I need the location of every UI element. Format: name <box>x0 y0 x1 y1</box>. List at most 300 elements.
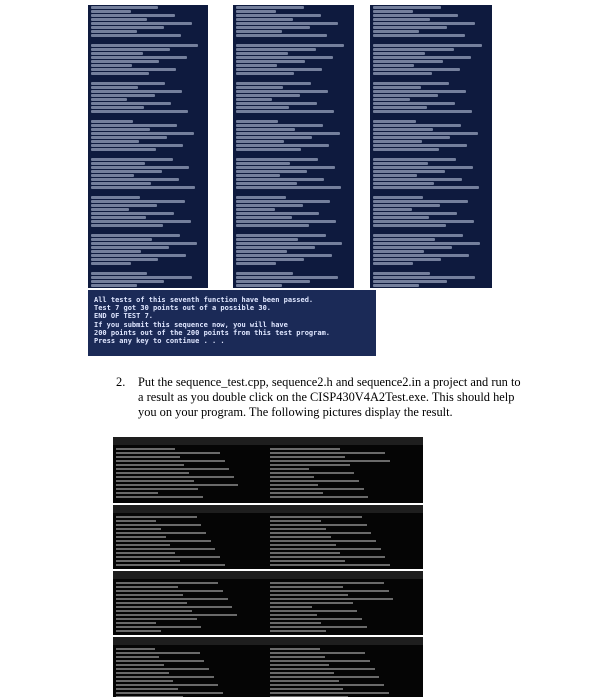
console-line: END OF TEST 7. <box>94 312 154 321</box>
screenshot-text-line <box>373 136 450 139</box>
screenshot-text-line <box>88 76 208 81</box>
screenshot-text-line <box>116 496 203 498</box>
screenshot-text-line <box>236 56 333 59</box>
screenshot-text-line <box>270 610 357 612</box>
screenshot-text-line <box>91 208 129 211</box>
screenshot-text-line <box>91 48 170 51</box>
screenshot-title-bar <box>267 437 423 445</box>
screenshot-text-line <box>91 124 177 127</box>
screenshot-text-line <box>91 224 163 227</box>
screenshot-text-line <box>270 598 393 600</box>
screenshot-text-line <box>370 114 492 119</box>
screenshot-text-line <box>373 216 429 219</box>
screenshot-text-line <box>116 614 237 616</box>
screenshot-text-line <box>233 228 354 233</box>
screenshot-text-line <box>370 152 492 157</box>
screenshot-text-line <box>116 610 192 612</box>
screenshot-text-line <box>116 540 211 542</box>
screenshot-text-line <box>116 532 206 534</box>
screenshot-text-line <box>270 684 384 686</box>
screenshot-text-line <box>91 200 185 203</box>
screenshot-text-line <box>373 30 419 33</box>
menu-screenshot-7 <box>113 637 268 697</box>
screenshot-text-line <box>236 254 332 257</box>
screenshot-text-line <box>373 204 440 207</box>
screenshot-text-line <box>91 132 194 135</box>
screenshot-text-line <box>373 6 441 9</box>
screenshot-text-line <box>91 204 157 207</box>
screenshot-text-line <box>91 44 198 47</box>
screenshot-text-line <box>116 680 173 682</box>
screenshot-text-line <box>270 548 381 550</box>
screenshot-text-line <box>270 540 376 542</box>
screenshot-text-line <box>116 524 201 526</box>
screenshot-text-line <box>270 520 321 522</box>
screenshot-text-line <box>236 68 322 71</box>
screenshot-text-line <box>91 82 165 85</box>
screenshot-text-line <box>91 258 158 261</box>
screenshot-text-line <box>91 212 174 215</box>
screenshot-text-line <box>270 492 323 494</box>
screenshot-text-line <box>116 484 238 486</box>
screenshot-text-line <box>270 524 367 526</box>
screenshot-text-line <box>270 688 343 690</box>
screenshot-text-line <box>116 560 180 562</box>
screenshot-text-line <box>91 254 186 257</box>
screenshot-text-line <box>233 266 354 271</box>
screenshot-text-line <box>91 238 152 241</box>
screenshot-text-line <box>373 182 434 185</box>
screenshot-text-line <box>373 234 463 237</box>
screenshot-text-line <box>116 448 175 450</box>
screenshot-text-line <box>236 82 311 85</box>
screenshot-text-line <box>91 106 144 109</box>
screenshot-text-line <box>88 152 208 157</box>
screenshot-text-line <box>236 144 329 147</box>
screenshot-text-line <box>270 456 345 458</box>
screenshot-text-line <box>373 258 441 261</box>
console-screenshot-col-3 <box>370 5 492 288</box>
screenshot-text-line <box>373 250 424 253</box>
screenshot-text-line <box>373 224 446 227</box>
screenshot-text-line <box>236 182 297 185</box>
screenshot-text-line <box>270 692 389 694</box>
screenshot-text-line <box>270 528 326 530</box>
screenshot-title-bar <box>113 505 268 513</box>
screenshot-text-line <box>116 590 223 592</box>
screenshot-text-line <box>373 60 443 63</box>
screenshot-text-line <box>370 266 492 271</box>
screenshot-text-line <box>116 492 158 494</box>
screenshot-text-line <box>116 602 187 604</box>
screenshot-text-line <box>270 660 370 662</box>
screenshot-text-line <box>233 190 354 195</box>
screenshot-text-line <box>236 186 341 189</box>
screenshot-text-line <box>270 484 318 486</box>
screenshot-text-line <box>91 242 197 245</box>
screenshot-text-line <box>116 452 220 454</box>
screenshot-text-line <box>270 590 389 592</box>
screenshot-text-line <box>373 162 428 165</box>
screenshot-text-line <box>116 648 155 650</box>
screenshot-text-line <box>236 30 282 33</box>
screenshot-text-line <box>373 284 419 287</box>
screenshot-text-line <box>91 178 179 181</box>
menu-screenshot-3 <box>113 505 268 569</box>
screenshot-text-line <box>233 114 354 119</box>
screenshot-text-line <box>236 162 290 165</box>
screenshot-text-line <box>373 262 413 265</box>
screenshot-text-line <box>116 544 170 546</box>
screenshot-text-line <box>373 34 465 37</box>
screenshot-text-line <box>236 196 286 199</box>
instruction-number: 2. <box>116 375 126 389</box>
screenshot-text-line <box>236 280 310 283</box>
screenshot-text-line <box>236 94 300 97</box>
screenshot-text-line <box>91 128 150 131</box>
screenshot-text-line <box>270 680 339 682</box>
screenshot-text-line <box>236 262 276 265</box>
screenshot-text-line <box>116 672 169 674</box>
screenshot-text-line <box>373 174 417 177</box>
screenshot-text-line <box>116 598 228 600</box>
screenshot-text-line <box>270 676 379 678</box>
screenshot-text-line <box>236 34 327 37</box>
screenshot-text-line <box>91 276 192 279</box>
screenshot-text-line <box>91 182 151 185</box>
screenshot-text-line <box>373 44 482 47</box>
screenshot-text-line <box>233 76 354 81</box>
screenshot-text-line <box>236 132 340 135</box>
screenshot-text-line <box>91 52 143 55</box>
screenshot-text-line <box>116 676 214 678</box>
screenshot-text-line <box>91 162 145 165</box>
screenshot-text-line <box>116 630 161 632</box>
screenshot-text-line <box>270 488 364 490</box>
screenshot-text-line <box>236 10 276 13</box>
screenshot-text-line <box>270 560 345 562</box>
console-line: If you submit this sequence now, you will have <box>94 320 288 329</box>
screenshot-text-line <box>373 26 447 29</box>
screenshot-text-line <box>236 272 293 275</box>
screenshot-text-line <box>373 208 412 211</box>
screenshot-text-line <box>116 516 197 518</box>
screenshot-text-line <box>91 34 181 37</box>
screenshot-text-line <box>116 528 161 530</box>
screenshot-text-line <box>236 26 310 29</box>
screenshot-text-line <box>91 56 187 59</box>
screenshot-text-line <box>370 38 492 43</box>
screenshot-text-line <box>116 488 198 490</box>
screenshot-text-line <box>373 10 413 13</box>
screenshot-text-line <box>373 120 416 123</box>
screenshot-text-line <box>270 626 367 628</box>
screenshot-text-line <box>236 242 342 245</box>
screenshot-text-line <box>91 30 137 33</box>
screenshot-text-line <box>91 98 127 101</box>
screenshot-text-line <box>270 532 371 534</box>
screenshot-text-line <box>91 174 134 177</box>
screenshot-title-bar <box>267 505 423 513</box>
screenshot-text-line <box>116 456 180 458</box>
screenshot-text-line <box>91 6 158 9</box>
screenshot-text-line <box>270 536 331 538</box>
instruction-text: Put the sequence_test.cpp, sequence2.h and sequence2.in a project and run to a result as you double click on the CISP430V4A2Test.exe. This should help you on your program. The following pictures display the result. <box>138 375 521 419</box>
screenshot-text-line <box>116 652 200 654</box>
screenshot-text-line <box>91 110 188 113</box>
screenshot-text-line <box>373 86 421 89</box>
screenshot-title-bar <box>267 571 423 579</box>
screenshot-text-line <box>236 90 328 93</box>
screenshot-text-line <box>270 452 385 454</box>
screenshot-text-line <box>373 276 475 279</box>
screenshot-text-line <box>270 618 362 620</box>
screenshot-text-line <box>91 272 147 275</box>
screenshot-text-line <box>116 622 156 624</box>
screenshot-title-bar <box>113 437 268 445</box>
screenshot-text-line <box>236 120 278 123</box>
console-line: Press any key to continue . . . <box>94 337 225 346</box>
screenshot-text-line <box>270 648 320 650</box>
screenshot-text-line <box>373 148 439 151</box>
console-line: All tests of this seventh function have been passed. <box>94 296 314 304</box>
menu-screenshot-4 <box>267 505 423 569</box>
screenshot-text-line <box>236 220 336 223</box>
screenshot-text-line <box>373 82 449 85</box>
screenshot-text-line <box>91 148 156 151</box>
screenshot-text-line <box>270 696 348 697</box>
screenshot-text-line <box>236 166 335 169</box>
screenshot-text-line <box>116 552 175 554</box>
screenshot-text-line <box>373 98 410 101</box>
screenshot-text-line <box>88 190 208 195</box>
screenshot-text-line <box>373 94 438 97</box>
screenshot-text-line <box>270 664 329 666</box>
screenshot-text-line <box>116 606 232 608</box>
screenshot-text-line <box>373 106 427 109</box>
screenshot-text-line <box>270 656 325 658</box>
screenshot-text-line <box>236 158 318 161</box>
screenshot-text-line <box>116 564 225 566</box>
screenshot-text-line <box>373 178 462 181</box>
screenshot-text-line <box>236 170 307 173</box>
screenshot-text-line <box>116 520 156 522</box>
screenshot-text-line <box>270 480 359 482</box>
screenshot-text-line <box>236 14 321 17</box>
screenshot-text-line <box>373 72 432 75</box>
screenshot-text-line <box>116 594 183 596</box>
screenshot-text-line <box>91 18 147 21</box>
screenshot-text-line <box>236 200 330 203</box>
screenshot-text-line <box>270 556 385 558</box>
screenshot-text-line <box>373 158 456 161</box>
screenshot-text-line <box>373 56 471 59</box>
screenshot-text-line <box>88 38 208 43</box>
screenshot-text-line <box>116 460 225 462</box>
screenshot-text-line <box>270 464 350 466</box>
screenshot-text-line <box>373 110 472 113</box>
screenshot-text-line <box>233 152 354 157</box>
screenshot-text-line <box>91 26 164 29</box>
screenshot-title-bar <box>113 637 268 645</box>
screenshot-text-line <box>91 250 141 253</box>
screenshot-text-line <box>373 64 414 67</box>
screenshot-text-line <box>373 124 461 127</box>
screenshot-text-line <box>373 132 478 135</box>
screenshot-text-line <box>116 472 189 474</box>
screenshot-text-line <box>91 166 189 169</box>
screenshot-text-line <box>373 200 468 203</box>
screenshot-text-line <box>91 196 140 199</box>
screenshot-text-line <box>270 672 334 674</box>
screenshot-text-line <box>373 144 467 147</box>
screenshot-text-line <box>373 68 460 71</box>
screenshot-text-line <box>236 48 316 51</box>
screenshot-text-line <box>91 144 183 147</box>
screenshot-text-line <box>270 552 340 554</box>
screenshot-text-line <box>91 68 176 71</box>
screenshot-text-line <box>373 166 473 169</box>
screenshot-text-line <box>91 234 180 237</box>
screenshot-text-line <box>236 258 304 261</box>
screenshot-text-line <box>91 22 192 25</box>
console-screenshot-col-1 <box>88 5 208 288</box>
console-line: Test 7 got 30 points out of a possible 30. <box>94 304 272 313</box>
screenshot-text-line <box>236 110 334 113</box>
screenshot-text-line <box>373 170 445 173</box>
screenshot-text-line <box>373 242 480 245</box>
screenshot-text-line <box>88 266 208 271</box>
screenshot-text-line <box>370 228 492 233</box>
screenshot-text-line <box>116 692 223 694</box>
screenshot-text-line <box>270 630 326 632</box>
screenshot-text-line <box>373 140 422 143</box>
screenshot-text-line <box>373 102 455 105</box>
screenshot-text-line <box>236 238 298 241</box>
screenshot-text-line <box>236 22 338 25</box>
screenshot-text-line <box>116 668 209 670</box>
screenshot-text-line <box>270 652 365 654</box>
console-output <box>88 290 376 356</box>
screenshot-text-line <box>91 246 169 249</box>
screenshot-text-line <box>236 250 287 253</box>
screenshot-text-line <box>236 6 304 9</box>
screenshot-text-line <box>373 280 447 283</box>
screenshot-text-line <box>270 602 353 604</box>
screenshot-text-line <box>270 614 317 616</box>
screenshot-text-line <box>373 18 430 21</box>
screenshot-text-line <box>270 448 340 450</box>
screenshot-text-line <box>373 212 457 215</box>
screenshot-text-line <box>236 64 277 67</box>
screenshot-text-line <box>373 90 466 93</box>
screenshot-text-line <box>236 284 282 287</box>
screenshot-text-line <box>236 136 312 139</box>
screenshot-text-line <box>236 148 301 151</box>
screenshot-text-line <box>236 52 288 55</box>
screenshot-text-line <box>373 272 430 275</box>
screenshot-text-line <box>233 38 354 43</box>
screenshot-text-line <box>91 186 195 189</box>
screenshot-text-line <box>91 102 171 105</box>
screenshot-text-line <box>116 660 204 662</box>
screenshot-text-line <box>270 668 375 670</box>
screenshot-text-line <box>236 124 323 127</box>
screenshot-text-line <box>236 140 284 143</box>
screenshot-text-line <box>91 140 139 143</box>
menu-screenshot-8 <box>267 637 423 697</box>
screenshot-text-line <box>236 44 344 47</box>
screenshot-text-line <box>116 468 229 470</box>
screenshot-text-line <box>373 14 458 17</box>
screenshot-text-line <box>236 72 294 75</box>
screenshot-text-line <box>236 98 272 101</box>
screenshot-text-line <box>373 196 423 199</box>
screenshot-text-line <box>236 224 309 227</box>
screenshot-text-line <box>270 472 354 474</box>
menu-screenshot-5 <box>113 571 268 635</box>
screenshot-text-line <box>373 22 475 25</box>
screenshot-text-line <box>116 480 194 482</box>
screenshot-text-line <box>270 564 390 566</box>
screenshot-text-line <box>116 582 218 584</box>
screenshot-text-line <box>91 120 133 123</box>
screenshot-text-line <box>373 238 435 241</box>
screenshot-text-line <box>116 696 183 697</box>
screenshot-text-line <box>236 212 319 215</box>
screenshot-text-line <box>373 220 474 223</box>
screenshot-text-line <box>91 60 159 63</box>
screenshot-text-line <box>116 536 166 538</box>
screenshot-text-line <box>116 586 178 588</box>
screenshot-text-line <box>91 136 167 139</box>
screenshot-text-line <box>270 460 390 462</box>
screenshot-text-line <box>116 464 184 466</box>
screenshot-text-line <box>236 18 293 21</box>
screenshot-text-line <box>116 664 164 666</box>
screenshot-text-line <box>373 128 433 131</box>
screenshot-text-line <box>270 586 343 588</box>
screenshot-text-line <box>270 606 312 608</box>
screenshot-text-line <box>373 246 452 249</box>
screenshot-text-line <box>270 496 368 498</box>
screenshot-text-line <box>270 582 384 584</box>
screenshot-text-line <box>91 170 162 173</box>
screenshot-text-line <box>370 190 492 195</box>
screenshot-title-bar <box>113 571 268 579</box>
console-line: 200 points out of the 200 points from this test program. <box>94 328 331 337</box>
screenshot-text-line <box>91 284 137 287</box>
screenshot-text-line <box>270 468 309 470</box>
screenshot-text-line <box>91 72 149 75</box>
screenshot-text-line <box>373 186 479 189</box>
screenshot-text-line <box>373 48 454 51</box>
screenshot-text-line <box>370 76 492 81</box>
screenshot-text-line <box>116 656 159 658</box>
screenshot-text-line <box>236 234 326 237</box>
screenshot-text-line <box>116 548 215 550</box>
screenshot-text-line <box>270 594 348 596</box>
screenshot-text-line <box>373 254 469 257</box>
screenshot-text-line <box>236 178 324 181</box>
screenshot-text-line <box>91 90 182 93</box>
screenshot-text-line <box>91 94 155 97</box>
screenshot-text-line <box>236 246 315 249</box>
screenshot-text-line <box>270 544 336 546</box>
menu-screenshot-2 <box>267 437 423 503</box>
screenshot-text-line <box>91 64 132 67</box>
screenshot-text-line <box>116 618 197 620</box>
